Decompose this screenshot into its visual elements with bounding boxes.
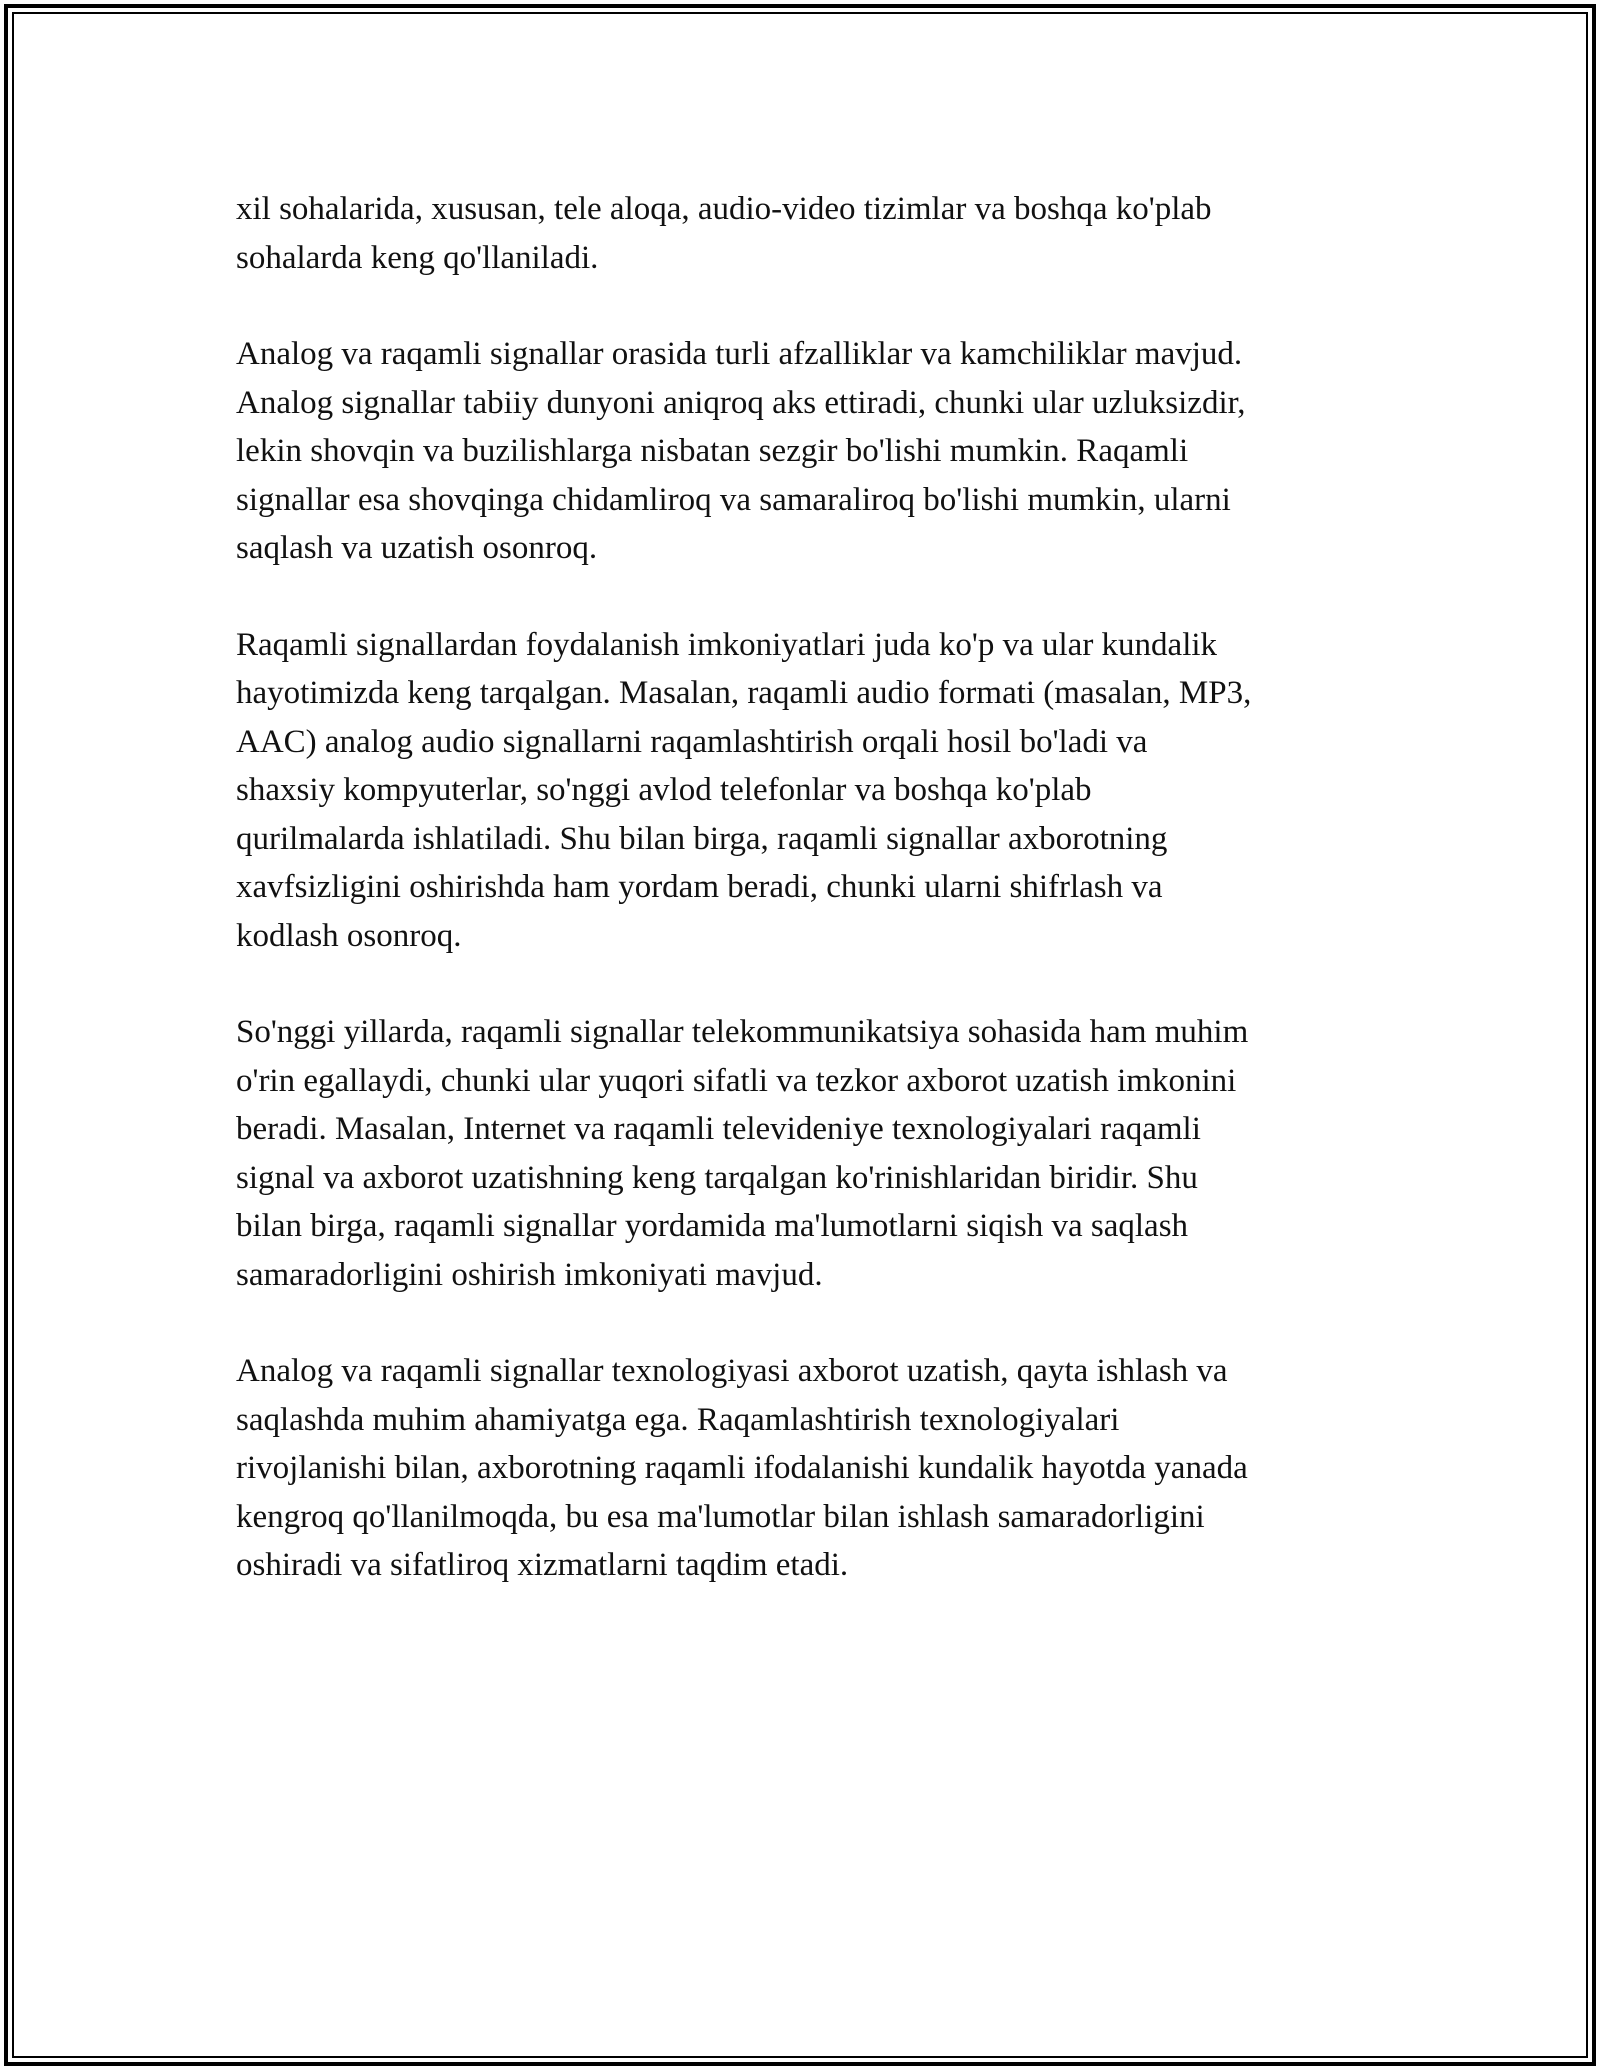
text-line: kengroq qo'llanilmoqda, bu esa ma'lumotlar bilan ishlash samaradorligini — [236, 1498, 1205, 1535]
text-line: oshiradi va sifatliroq xizmatlarni taqdim etadi. — [236, 1547, 849, 1583]
paragraph — [236, 621, 1386, 961]
paragraph — [236, 1347, 1386, 1590]
text-line: bilan birga, raqamli signallar yordamida ma'lumotlarni siqish va saqlash — [236, 1208, 1189, 1244]
text-line: samaradorligini oshirish imkoniyati mavjud. — [236, 1256, 823, 1293]
text-line: xavfsizligini oshirishda ham yordam beradi, chunki ularni shifrlash va — [236, 869, 1163, 905]
text-line: hayotimizda keng tarqalgan. Masalan, raqamli audio formati (masalan, MP3, — [236, 675, 1252, 711]
text-line: signallar esa shovqinga chidamliroq va samaraliroq bo'lishi mumkin, ularni — [236, 481, 1231, 518]
text-line: shaxsiy kompyuterlar, so'nggi avlod telefonlar va boshqa ko'plab — [236, 772, 1092, 808]
text-line: Analog va raqamli signallar texnologiyasi axborot uzatish, qayta ishlash va — [236, 1353, 1228, 1389]
text-line: xil sohalarida, xususan, tele aloqa, audio-video tizimlar va boshqa ko'plab — [236, 191, 1212, 227]
text-line: sohalarda keng qo'llaniladi. — [236, 239, 599, 276]
text-line: saqlashda muhim ahamiyatga ega. Raqamlashtirish texnologiyalari — [236, 1401, 1120, 1438]
text-line: AAC) analog audio signallarni raqamlashtirish orqali hosil bo'ladi va — [236, 723, 1148, 760]
text-line: qurilmalarda ishlatiladi. Shu bilan birga, raqamli signallar axborotning — [236, 820, 1168, 857]
text-line: So'nggi yillarda, raqamli signallar telekommunikatsiya sohasida ham muhim — [236, 1014, 1249, 1050]
text-line: Raqamli signallardan foydalanish imkoniyatlari juda ko'p va ular kundalik — [236, 626, 1218, 663]
text-line: beradi. Masalan, Internet va raqamli televideniye texnologiyalari raqamli — [236, 1111, 1201, 1147]
paragraph — [236, 330, 1386, 573]
document-body — [236, 185, 1386, 1638]
text-line: saqlash va uzatish osonroq. — [236, 530, 598, 566]
text-line: rivojlanishi bilan, axborotning raqamli ifodalanishi kundalik hayotda yanada — [236, 1450, 1248, 1486]
text-line: kodlash osonroq. — [236, 917, 462, 954]
paragraph — [236, 1008, 1386, 1299]
paragraph — [236, 185, 1386, 282]
text-line: Analog signallar tabiiy dunyoni aniqroq aks ettiradi, chunki ular uzluksizdir, — [236, 384, 1246, 421]
text-line: lekin shovqin va buzilishlarga nisbatan sezgir bo'lishi mumkin. Raqamli — [236, 433, 1189, 469]
text-line: Analog va raqamli signallar orasida turli afzalliklar va kamchiliklar mavjud. — [236, 336, 1243, 372]
text-line: signal va axborot uzatishning keng tarqalgan ko'rinishlaridan biridir. Shu — [236, 1159, 1198, 1196]
text-line: o'rin egallaydi, chunki ular yuqori sifatli va tezkor axborot uzatish imkonini — [236, 1062, 1237, 1099]
